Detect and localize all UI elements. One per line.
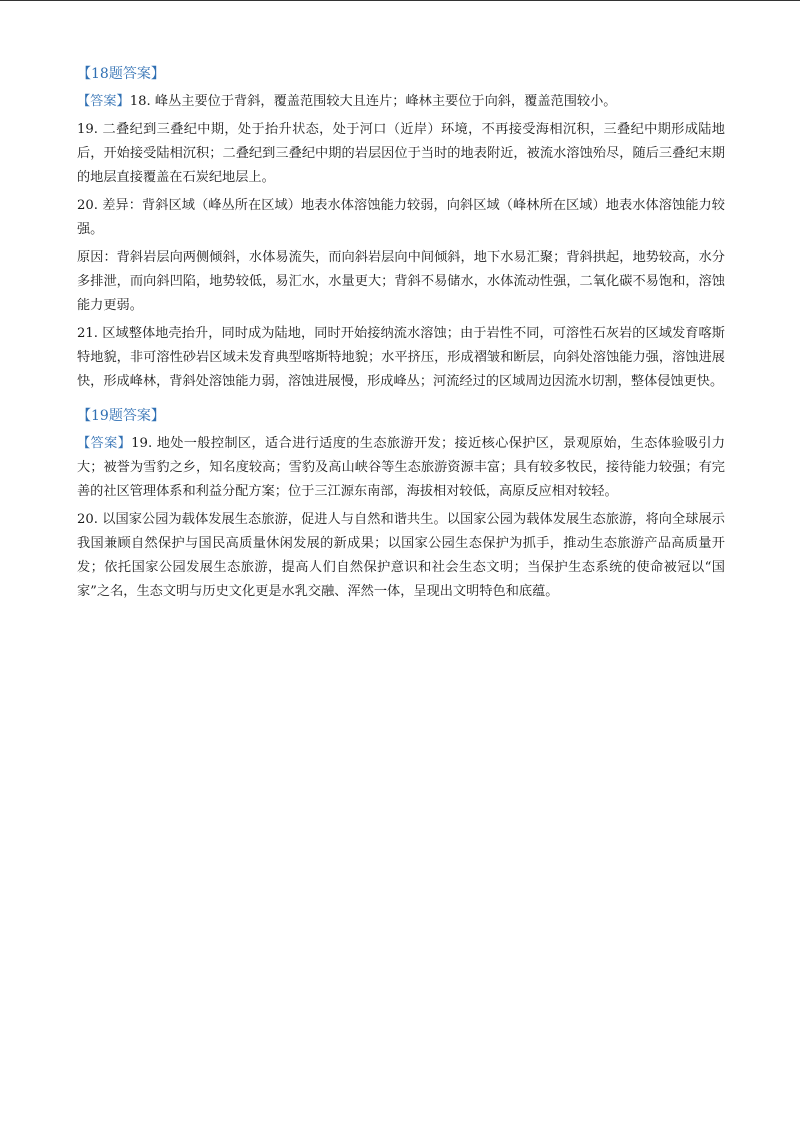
section-gap (77, 398, 725, 406)
answer-21: 21. 区域整体地壳抬升，同时成为陆地，同时开始接纳流水溶蚀；由于岩性不同，可溶性石灰岩的区域发育喀斯特地貌，非可溶性砂岩区域未发育典型喀斯特地貌；水平挤压，形成褶皱和断层，向斜处溶蚀能力强，溶蚀进展快，形成峰林，背斜处溶蚀能力弱，溶蚀进展慢，形成峰丛；河流经过的区域周边因流水切割，整体侵蚀更快。 (77, 326, 725, 389)
answer-20-reason: 原因：背斜岩层向两侧倾斜，水体易流失，而向斜岩层向中间倾斜，地下水易汇聚；背斜拱起，地势较高，水分多排泄，而向斜凹陷，地势较低，易汇水，水量更大；背斜不易储水，水体流动性强，二氧化碳不易饱和，溶蚀能力更弱。 (77, 250, 725, 313)
answer-20-difference: 20. 差异：背斜区域（峰丛所在区域）地表水体溶蚀能力较弱，向斜区域（峰林所在区域）地表水体溶蚀能力较强。 (77, 198, 725, 237)
answer-tag: 【答案】 (77, 436, 132, 451)
answer-page (77, 64, 725, 608)
section-heading-18: 【18题答案】 (77, 66, 165, 82)
answer-20-national-park: 20. 以国家公园为载体发展生态旅游，促进人与自然和谐共生。以国家公园为载体发展生态旅游，将向全球展示我国兼顾自然保护与国民高质量休闲发展的新成果；以国家公园生态保护为抓手，推动生态旅游产品高质量开发；依托国家公园发展生态旅游，提高人们自然保护意识和社会生态文明；当保护生态系统的使命被冠以“国家”之名，生态文明与历史文化更是水乳交融、浑然一体，呈现出文明特色和底蕴。 (77, 512, 725, 599)
section-heading-19: 【19题答案】 (77, 408, 165, 424)
answer-18-text: 18. 峰丛主要位于背斜，覆盖范围较大且连片；峰林主要位于向斜，覆盖范围较小。 (129, 94, 617, 109)
answer-19-tourism (77, 432, 725, 504)
answer-tag: 【答案】 (77, 94, 130, 109)
answer-18 (77, 90, 725, 114)
answer-section-18 (77, 64, 725, 394)
answer-19: 19. 二叠纪到三叠纪中期，处于抬升状态，处于河口（近岸）环境，不再接受海相沉积，三叠纪中期形成陆地后，开始接受陆相沉积；二叠纪到三叠纪中期的岩层因位于当时的地表附近，被流水溶蚀殆尽，随后三叠纪末期的地层直接覆盖在石炭纪地层上。 (77, 122, 725, 185)
answer-19-tourism-text: 19. 地处一般控制区，适合进行适度的生态旅游开发；接近核心保护区，景观原始，生态体验吸引力大；被誉为雪豹之乡，知名度较高；雪豹及高山峡谷等生态旅游资源丰富；具有较多牧民，接待能力较强；有完善的社区管理体系和利益分配方案；位于三江源东南部，海拔相对较低，高原反应相对较轻。 (77, 436, 726, 499)
top-border-line (0, 0, 800, 1)
answer-section-19 (77, 406, 725, 604)
